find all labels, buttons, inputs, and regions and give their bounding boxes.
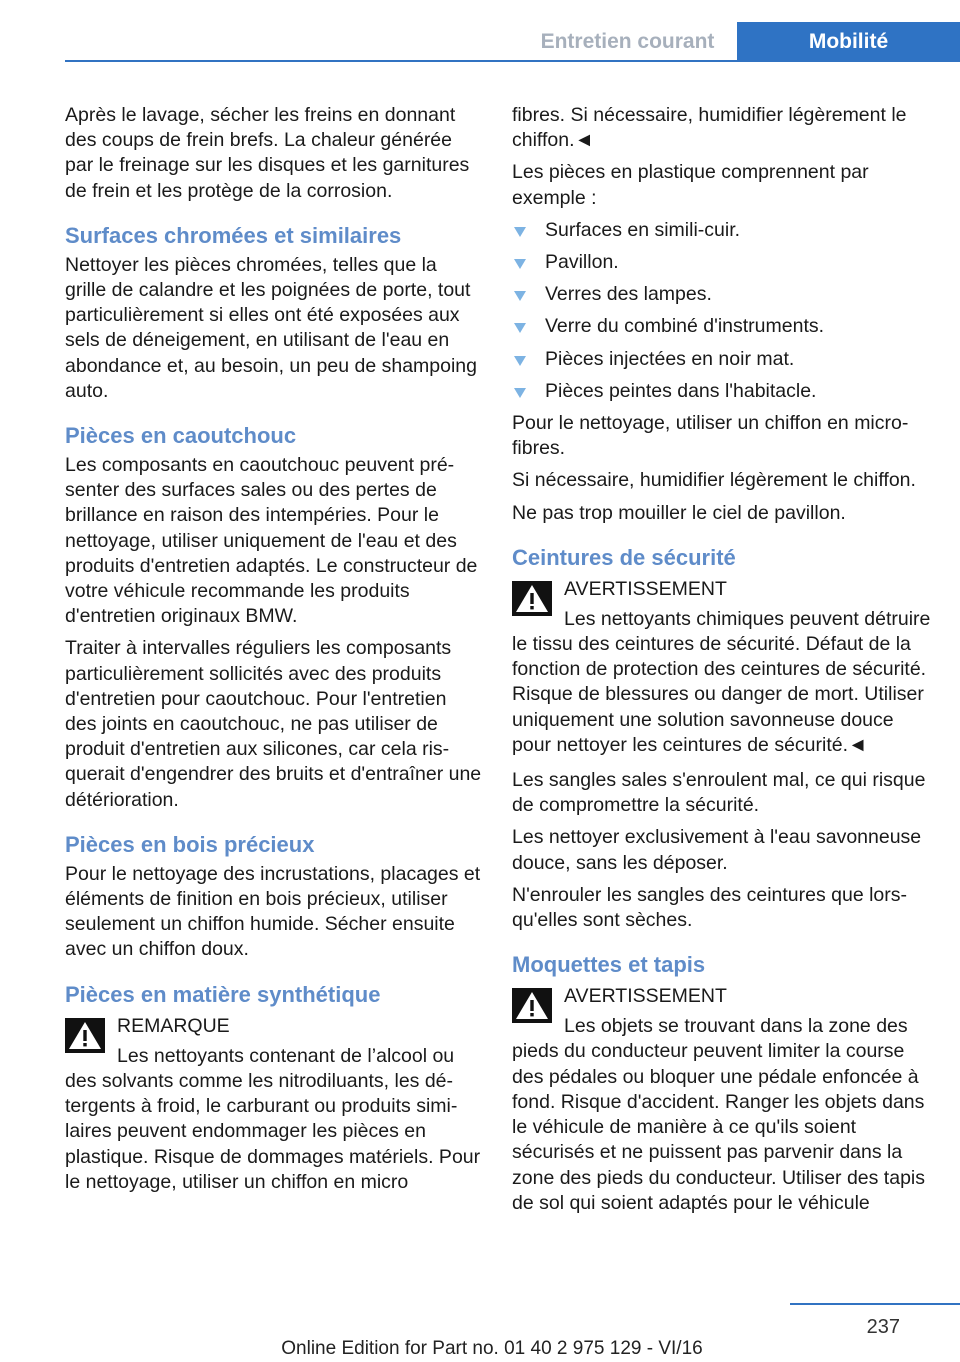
list-item	[512, 218, 932, 243]
list-item-text: Surfaces en simili-cuir.	[545, 218, 741, 241]
warning-triangle-icon	[512, 988, 552, 1023]
triangle-bullet-icon	[514, 388, 526, 398]
paragraph-plastic-examples: Les pièces en plastique comprennent par exemple :	[512, 161, 869, 209]
paragraph-rubber-1: Les composants en caoutchouc peuvent présenter des surfaces sales ou des pertes de brillance en raison des intempéries. Pour le nettoyage, utiliser uniquement de l'eau et des produits d'entretien adaptés. Le constructeur de votre véhicule recommande les produits d'entretien originaux BMW.	[65, 454, 478, 628]
list-item-text: Pièces peintes dans l'habitacle.	[545, 379, 817, 402]
paragraph-brakes: Après le lavage, sécher les freins en donnant des coups de frein brefs. La chaleur générée par le freinage sur les disques et les garnitures de frein et les protège de la corrosion.	[65, 104, 470, 202]
warning-triangle-icon	[65, 1018, 105, 1053]
paragraph-belts-1: Les sangles sales s'enroulent mal, ce qui risque de compromettre la sécurité.	[512, 769, 926, 817]
list-item	[512, 282, 932, 307]
page-number: 237	[866, 1316, 900, 1338]
note-body: Les nettoyants contenant de l’alcool ou des solvants comme les nitrodiluants, les détergents à froid, le carburant ou produits similaires peuvent endommager les pièces en plastique. Risque de dommages matériels. Pour le nettoyage, utiliser un chiffon en micro	[65, 1044, 481, 1193]
paragraph-belts-2: Les nettoyer exclusivement à l'eau savonneuse douce, sans les déposer.	[512, 826, 922, 874]
warning-triangle-icon	[512, 581, 552, 616]
paragraph-continued: fibres. Si nécessaire, humidifier légèrement le chiffon.◄	[512, 104, 907, 152]
paragraph-chrome: Nettoyer les pièces chromées, telles que la grille de calandre et les poignées de porte, tout particulièrement si elles ont été exposées aux sels de déneigement, en utilisant de l'eau en abondance et, au besoin, un peu de shampoing auto.	[65, 253, 477, 402]
triangle-bullet-icon	[514, 323, 526, 333]
paragraph-clean-1: Pour le nettoyage, utiliser un chiffon en microfibres.	[512, 412, 909, 460]
list-item	[512, 379, 932, 404]
warning-box-carpets	[512, 982, 932, 1216]
paragraph-clean-2: Si nécessaire, humidifier légèrement le chiffon.	[512, 469, 916, 492]
list-item-text: Pièces injectées en noir mat.	[545, 347, 795, 370]
page-header	[0, 0, 960, 62]
left-column	[65, 103, 483, 1205]
right-column	[512, 103, 932, 1226]
heading-chrome: Surfaces chromées et similaires	[65, 222, 402, 248]
note-title: REMARQUE	[117, 1014, 230, 1037]
list-item	[512, 347, 932, 372]
heading-carpets: Moquettes et tapis	[512, 952, 706, 978]
plastic-list	[512, 218, 932, 404]
triangle-bullet-icon	[514, 291, 526, 301]
list-item-text: Verres des lampes.	[545, 283, 712, 306]
paragraph-rubber-2: Traiter à intervalles réguliers les composants particulièrement sollicités avec des produits d'entretien pour caoutchouc. Pour l'entretien des joints en caoutchouc, ne pas utiliser de produit d'entretien aux silicones, car cela risquerait d'engendrer des bruits et d'entraîner une détérioration.	[65, 637, 482, 811]
list-item-text: Verre du combiné d'instruments.	[545, 315, 825, 338]
heading-wood: Pièces en bois précieux	[65, 831, 315, 857]
edition-footer: Online Edition for Part no. 01 40 2 975 129 - VI/16	[281, 1338, 703, 1359]
warning-body: Les nettoyants chimiques peuvent détruire le tissu des ceintures de sécurité. Défaut de la fonction de protection des ceintures de sécurité. Risque de blessures ou danger de mort. Utiliser uniquement une solution savonneuse douce pour nettoyer les ceintures de sécurité.◄	[512, 607, 931, 756]
paragraph-wood: Pour le nettoyage des incrustations, placages et éléments de finition en bois précieux, utiliser seulement un chiffon humide. Sécher ensuite avec un chiffon doux.	[65, 862, 481, 961]
paragraph-clean-3: Ne pas trop mouiller le ciel de pavillon.	[512, 501, 846, 524]
list-item	[512, 314, 932, 339]
section-tab-mobilite[interactable]: Mobilité	[737, 22, 960, 62]
heading-rubber: Pièces en caoutchouc	[65, 423, 297, 449]
section-tab-entretien[interactable]: Entretien courant	[540, 30, 715, 53]
warning-title: AVERTISSEMENT	[564, 985, 727, 1008]
list-item	[512, 250, 932, 275]
heading-synthetic: Pièces en matière synthétique	[65, 981, 381, 1007]
list-item-text: Pavillon.	[545, 251, 619, 274]
heading-seat-belts: Ceintures de sécurité	[512, 544, 736, 570]
paragraph-belts-3: N'enrouler les sangles des ceintures que lorsqu'elles sont sèches.	[512, 883, 908, 932]
warning-title: AVERTISSEMENT	[564, 577, 727, 600]
warning-body: Les objets se trouvant dans la zone des pieds du conducteur peuvent limiter la course des pédales ou bloquer une pédale enfoncée à fond. Risque d'accident. Ranger les objets dans le véhicule de manière à ce qu'ils soient sécurisés et ne puissent pas parvenir dans la zone des pieds du conducteur. Utiliser des tapis de sol qui soient adaptés pour le véhicule	[512, 1015, 925, 1214]
warning-box-belts	[512, 575, 932, 758]
header-divider	[65, 60, 960, 62]
footer-divider	[790, 1303, 960, 1305]
triangle-bullet-icon	[514, 356, 526, 366]
triangle-bullet-icon	[514, 259, 526, 269]
note-box	[65, 1012, 483, 1195]
triangle-bullet-icon	[514, 227, 526, 237]
